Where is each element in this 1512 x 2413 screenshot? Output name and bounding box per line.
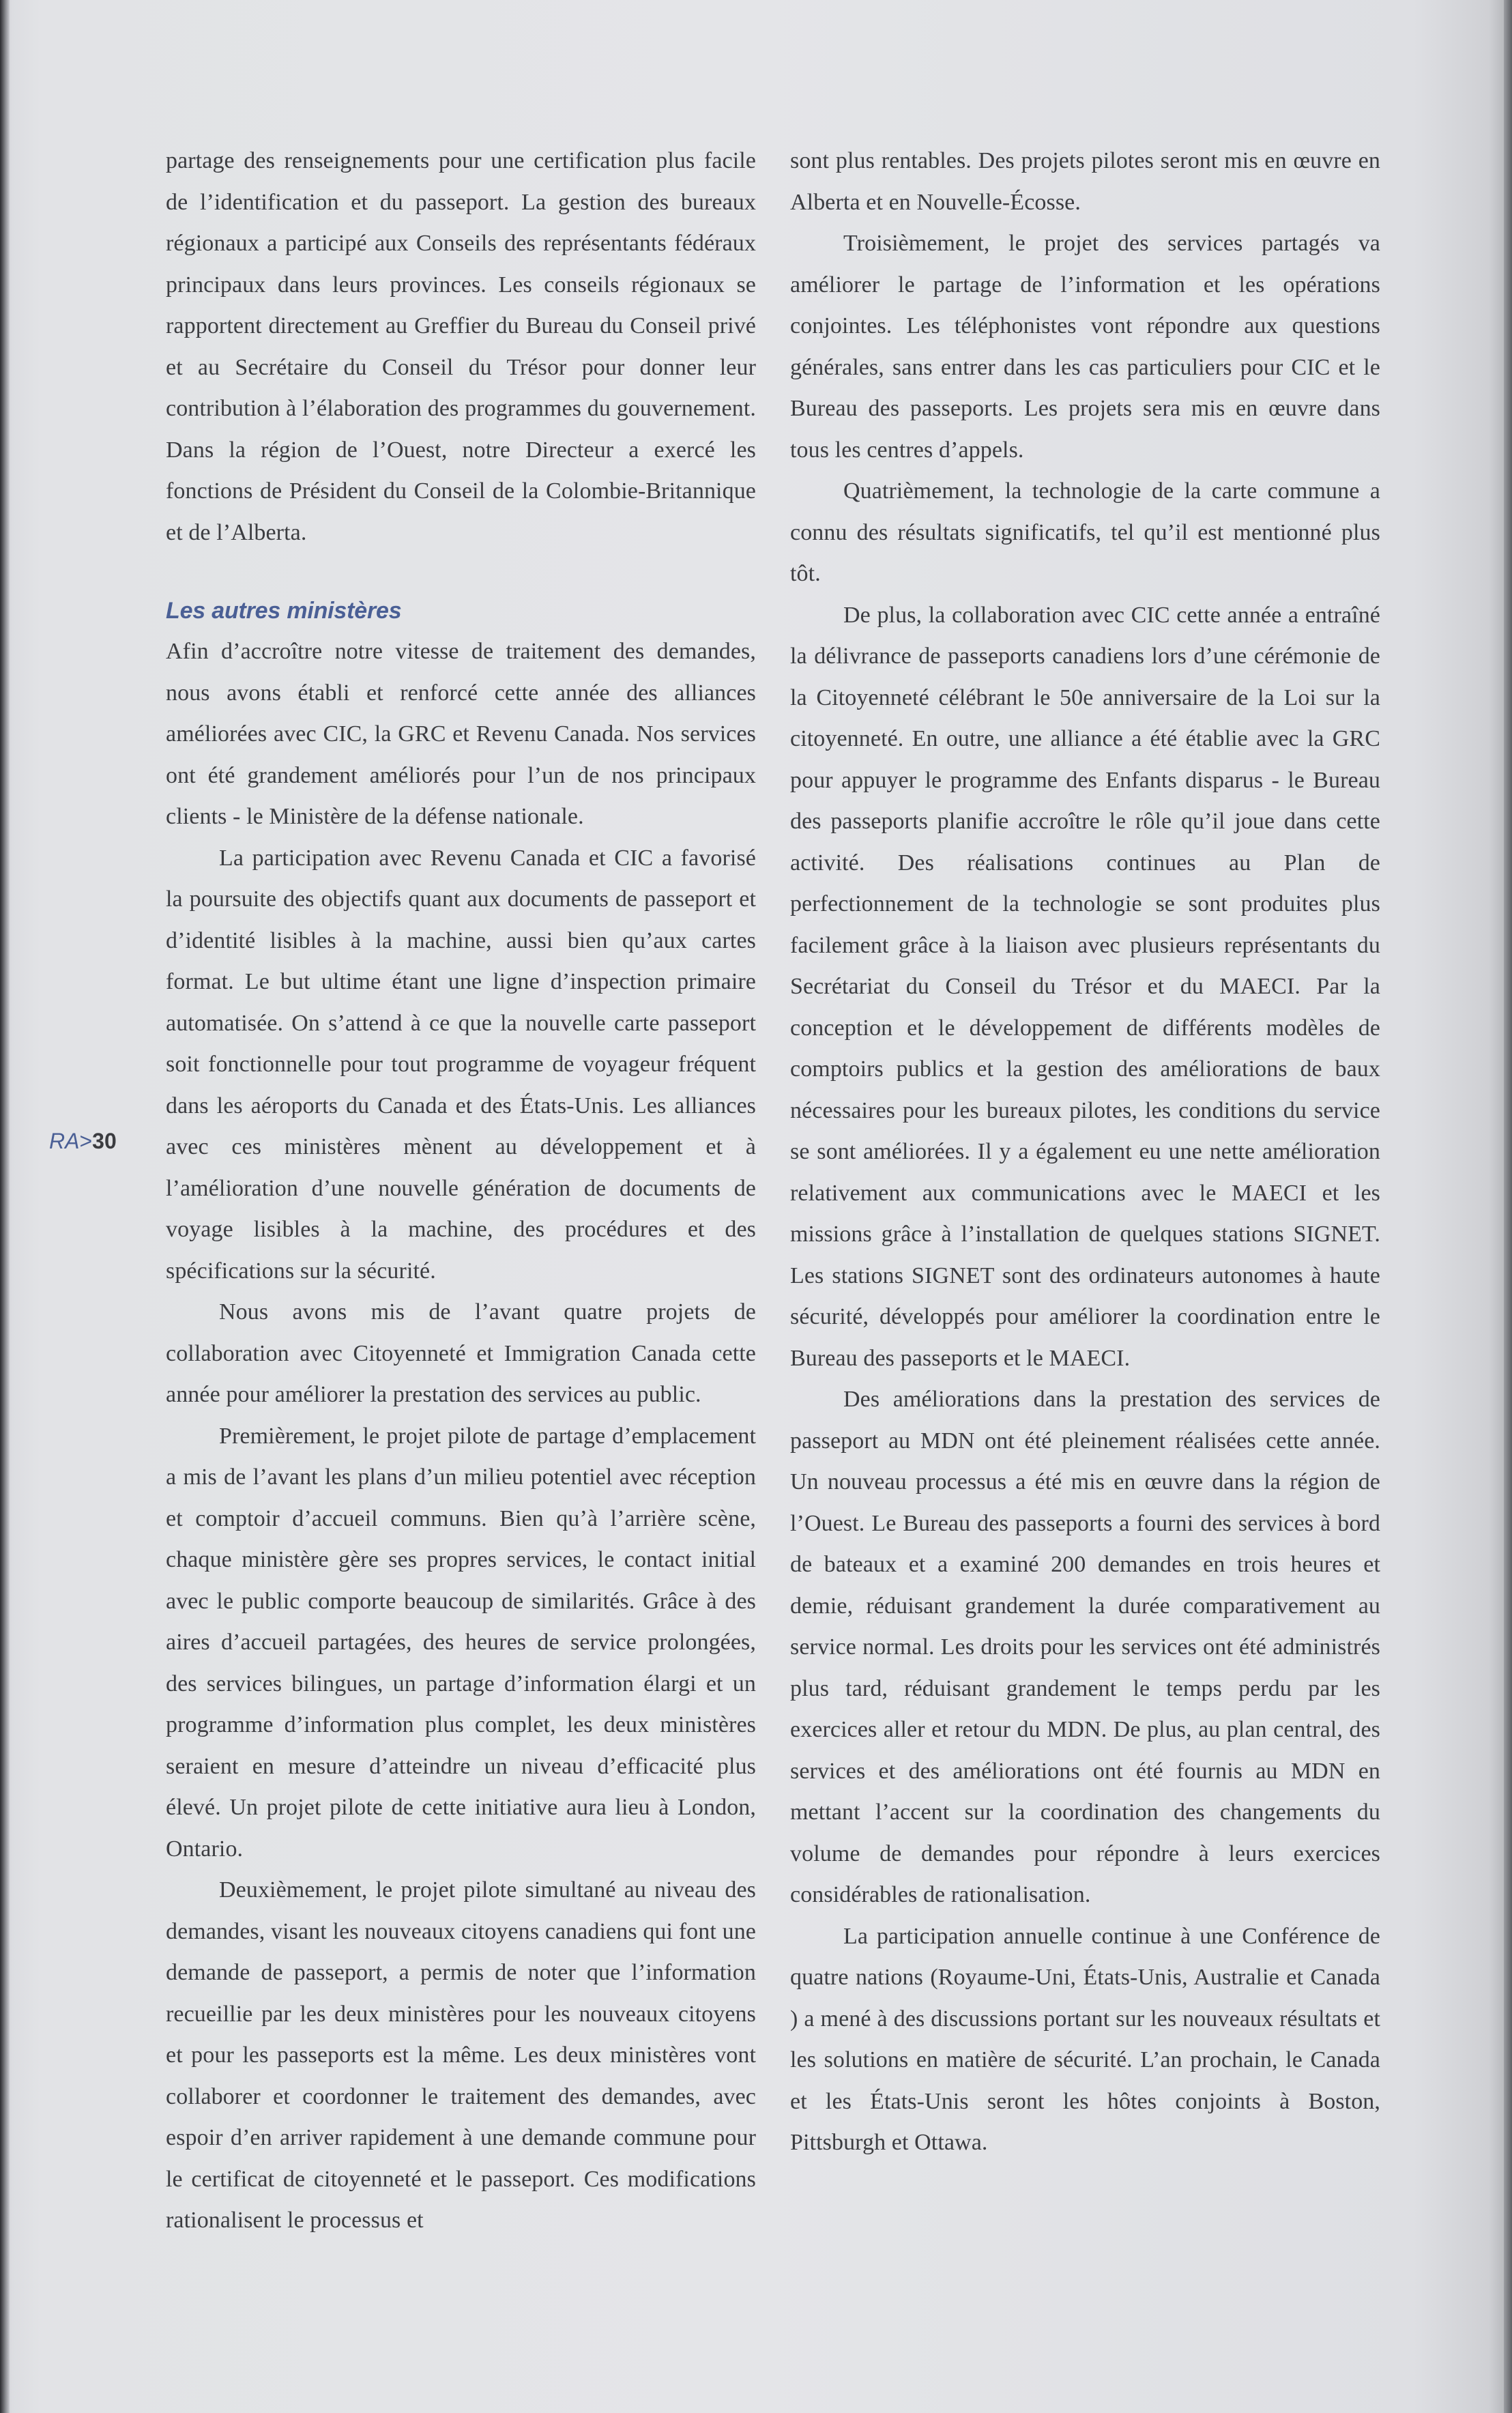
left-paragraph-3: La participation avec Revenu Canada et CIC a favorisé la poursuite des objectifs quant aux documents de passeport et d’identité lisibles à la machine, aussi bien qu’aux cartes format. Le but ultime étant une ligne d’inspection primaire automatisée. On s’attend à ce que la nouvelle carte passeport soit fonctionnelle pour tout programme de voyageur fréquent dans les aéroports du Canada et des États-Unis. Les alliances avec ces ministères mènent au développement et à l’amélioration d’une nouvelle génération de documents de voyage lisibles à la machine, des procédures et des spécifications sur la sécurité. [166,845,756,1284]
left-paragraph-1: partage des renseignements pour une certification plus facile de l’identification et du passeport. La gestion des bureaux régionaux a participé aux Conseils des représentants fédéraux principaux dans leurs provinces. Les conseils régionaux se rapportent directement au Greffier du Bureau du Conseil privé et au Secrétaire du Conseil du Trésor pour donner leur contribution à l’élaboration des programmes du gouvernement. Dans la région de l’Ouest, notre Directeur a exercé les fonctions de Président du Conseil de la Colombie-Britannique et de l’Alberta. [166,148,756,545]
right-paragraph-2: Troisièmement, le projet des services partagés va améliorer le partage de l’information et les opérations conjointes. Les téléphonistes vont répondre aux questions générales, sans entrer dans les cas particuliers pour CIC et le Bureau des passeports. Les projets sera mis en œuvre dans tous les centres d’appels. [790,231,1380,463]
page-folio [49,1127,117,1155]
left-paragraph-4: Nous avons mis de l’avant quatre projets de collaboration avec Citoyenneté et Immigration Canada cette année pour améliorer la prestation des services au public. [166,1299,756,1407]
right-paragraph-6: La participation annuelle continue à une Conférence de quatre nations (Royaume-Uni, États-Unis, Australie et Canada ) a mené à des discussions portant sur les nouveaux résultats et les solutions en matière de sécurité. L’an prochain, le Canada et les États-Unis seront les hôtes conjoints à Boston, Pittsburgh et Ottawa. [790,1923,1380,2155]
binding-edge [0,0,10,2413]
right-paragraph-1: sont plus rentables. Des projets pilotes seront mis en œuvre en Alberta et en Nouvelle-Écosse. [790,148,1380,215]
right-paragraph-3: Quatrièmement, la technologie de la carte commune a connu des résultats significatifs, tel qu’il est mentionné plus tôt. [790,478,1380,586]
folio-separator: > [79,1129,93,1153]
folio-prefix: RA [49,1129,80,1153]
right-column [790,141,1380,2164]
left-paragraph-6: Deuxièmement, le projet pilote simultané au niveau des demandes, visant les nouveaux citoyens canadiens qui font une demande de passeport, a permis de noter que l’information recueillie par les deux ministères pour les nouveaux citoyens et pour les passeports est la même. Les deux ministères vont collaborer et coordonner le traitement des demandes, avec espoir d’en arriver rapidement à une demande commune pour le certificat de citoyenneté et le passeport. Ces modifications rationalisent le processus et [166,1877,756,2233]
page-number: 30 [92,1129,117,1153]
right-paragraph-4: De plus, la collaboration avec CIC cette année a entraîné la délivrance de passeports canadiens lors d’une cérémonie de la Citoyenneté célébrant le 50e anniversaire de la Loi sur la citoyenneté. En outre, une alliance a été établie avec la GRC pour appuyer le programme des Enfants disparus - le Bureau des passeports planifie accroître le rôle qu’il joue dans cette activité. Des réalisations continues au Plan de perfectionnement de la technologie se sont produites plus facilement grâce à la liaison avec plusieurs représentants du Secrétariat du Conseil du Trésor et du MAECI. Par la conception et le développement de différents modèles de comptoirs publics et la gestion des améliorations de baux nécessaires pour les bureaux pilotes, les conditions du service se sont améliorées. Il y a également eu une nette amélioration relativement aux communications avec le MAECI et les missions grâce à l’installation de quelques stations SIGNET. Les stations SIGNET sont des ordinateurs autonomes à haute sécurité, développés pour améliorer la coordination entre le Bureau des passeports et le MAECI. [790,602,1380,1371]
section-heading: Les autres ministères [166,598,402,624]
page-edge-shadow [1504,0,1512,2413]
right-paragraph-5: Des améliorations dans la prestation des services de passeport au MDN ont été pleinement réalisées cette année. Un nouveau processus a été mis en œuvre dans la région de l’Ouest. Le Bureau des passeports a fourni des services à bord de bateaux et a examiné 200 demandes en trois heures et demie, réduisant grandement la durée comparativement au service normal. Les droits pour les services ont été administrés plus tard, réduisant grandement le temps perdu par les exercices aller et retour du MDN. De plus, au plan central, des services et des améliorations ont été fournis au MDN en mettant l’accent sur la coordination des changements du volume de demandes pour répondre à leurs exercices considérables de rationalisation. [790,1387,1380,1907]
left-paragraph-5: Premièrement, le projet pilote de partage d’emplacement a mis de l’avant les plans d’un milieu potentiel avec réception et comptoir d’accueil communs. Bien qu’à l’arrière scène, chaque ministère gère ses propres services, le contact initial avec le public comporte beaucoup de similarités. Grâce à des aires d’accueil partagées, des heures de service prolongées, des services bilingues, un partage d’information élargi et un programme d’information plus complet, les deux ministères seraient en mesure d’atteindre un niveau d’efficacité plus élevé. Un projet pilote de cette initiative aura lieu à London, Ontario. [166,1423,756,1862]
left-paragraph-2: Afin d’accroître notre vitesse de traitement des demandes, nous avons établi et renforcé cette année des alliances améliorées avec CIC, la GRC et Revenu Canada. Nos services ont été grandement améliorés pour l’un de nos principaux clients - le Ministère de la défense nationale. [166,639,756,829]
left-column [166,141,756,2242]
